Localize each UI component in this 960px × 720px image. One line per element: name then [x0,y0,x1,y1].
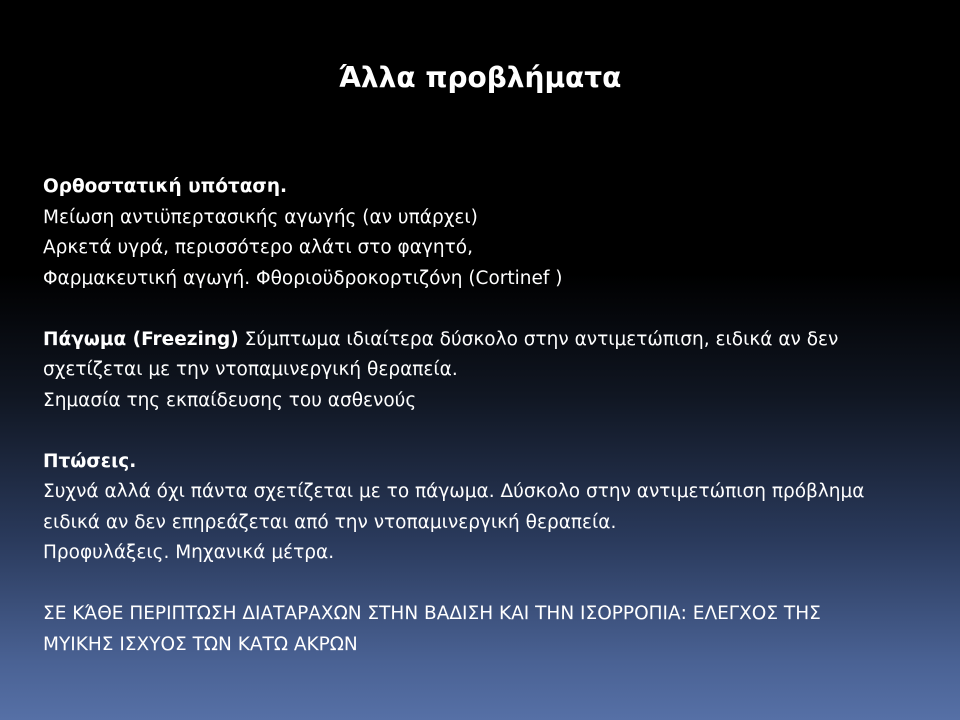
slide-content [43,172,923,691]
section-line: Αρκετά υγρά, περισσότερο αλάτι στο φαγητό, [43,237,473,258]
section-heading: Πτώσεις. [43,450,137,472]
section-heading: Ορθοστατική υπόταση. [43,176,288,197]
section-freezing [43,325,923,417]
section-falls [43,447,923,569]
section-line: Προφυλάξεις. Μηχανικά μέτρα. [43,542,335,563]
section-line: ειδικά αν δεν επηρεάζεται από την ντοπαμινεργική θεραπεία. [43,511,617,533]
section-line: Σημασία της εκπαίδευσης του ασθενούς [43,389,417,411]
section-line: Μείωση αντιϋπερτασικής αγωγής (αν υπάρχει) [43,206,478,228]
closing-line: ΜΥΙΚΗΣ ΙΣΧΥΟΣ ΤΩΝ ΚΑΤΩ ΑΚΡΩΝ [43,633,358,655]
slide-title: Άλλα προβλήματα [338,61,622,94]
section-heading: Πάγωμα (Freezing) [43,328,239,350]
section-line: Συχνά αλλά όχι πάντα σχετίζεται με το πάγωμα. Δύσκολο στην αντιμετώπιση πρόβλημα [43,481,865,502]
section-heading-tail: Σύμπτωμα ιδιαίτερα δύσκολο στην αντιμετώπιση, ειδικά αν δεν [238,328,839,350]
closing-line: ΣΕ ΚΆΘΕ ΠΕΡΙΠΤΩΣΗ ΔΙΑΤΑΡΑΧΩΝ ΣΤΗΝ ΒΑΔΙΣΗ ΚΑΙ ΤΗΝ ΙΣΟΡΡΟΠΙΑ: ΕΛΕΓΧΟΣ ΤΗΣ [43,603,821,624]
section-orthostatic-hypotension [43,172,923,294]
closing-note [43,599,923,660]
section-line: Φαρμακευτική αγωγή. Φθοριοϋδροκορτιζόνη (Cortinef ) [43,267,563,289]
section-line: σχετίζεται με την ντοπαμινεργική θεραπεία. [43,359,458,380]
